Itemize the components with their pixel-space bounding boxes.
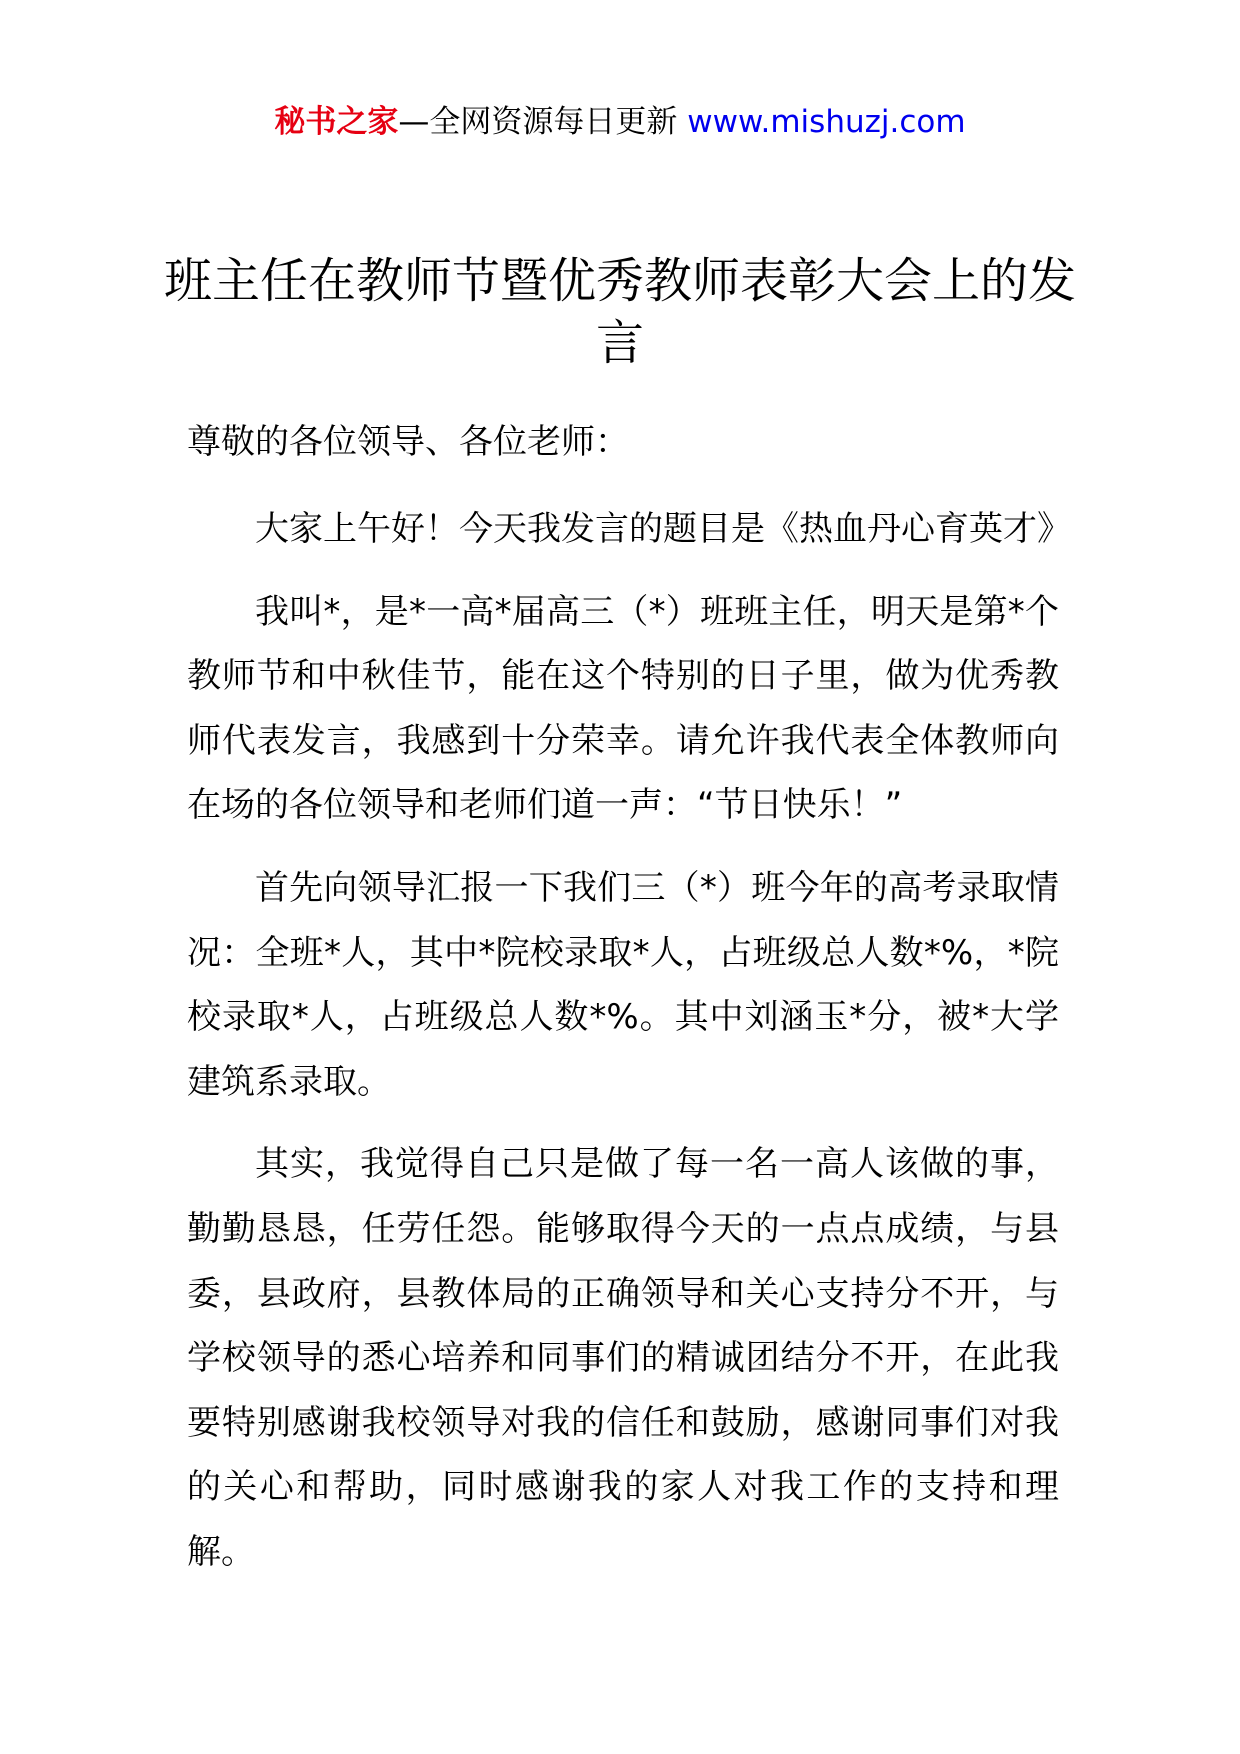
- paragraph: 首先向领导汇报一下我们三（*）班今年的高考录取情况：全班*人，其中*院校录取*人，占班级总人数*%，*院校录取*人，占班级总人数*%。其中刘涵玉*分，被*大学建筑系录取。: [187, 867, 1059, 1102]
- paragraph: 大家上午好！今天我发言的题目是《热血丹心育英才》: [255, 509, 1071, 549]
- paragraph: 我叫*，是*一高*届高三（*）班班主任，明天是第*个教师节和中秋佳节，能在这个特别的日子里，做为优秀教师代表发言，我感到十分荣幸。请允许我代表全体教师向在场的各位领导和老师们道一声：“节日快乐！”: [187, 591, 1059, 826]
- site-url-link[interactable]: www.mishuzj.com: [687, 104, 966, 140]
- header-slogan: —全网资源每日更新: [398, 104, 688, 140]
- header-banner: [0, 100, 1240, 144]
- document-title: 班主任在教师节暨优秀教师表彰大会上的发言: [163, 253, 1076, 371]
- paragraph: 其实，我觉得自己只是做了每一名一高人该做的事，勤勤恳恳，任劳任怨。能够取得今天的一点点成绩，与县委，县政府，县教体局的正确领导和关心支持分不开，与学校领导的悉心培养和同事们的精诚团结分不开，在此我要特别感谢我校领导对我的信任和鼓励，感谢同事们对我的关心和帮助，同时感谢我的家人对我工作的支持和理解。: [187, 1144, 1059, 1572]
- brand-name: 秘书之家: [274, 104, 399, 140]
- document-body: [187, 497, 1071, 1603]
- salutation: 尊敬的各位领导、各位老师：: [187, 422, 629, 462]
